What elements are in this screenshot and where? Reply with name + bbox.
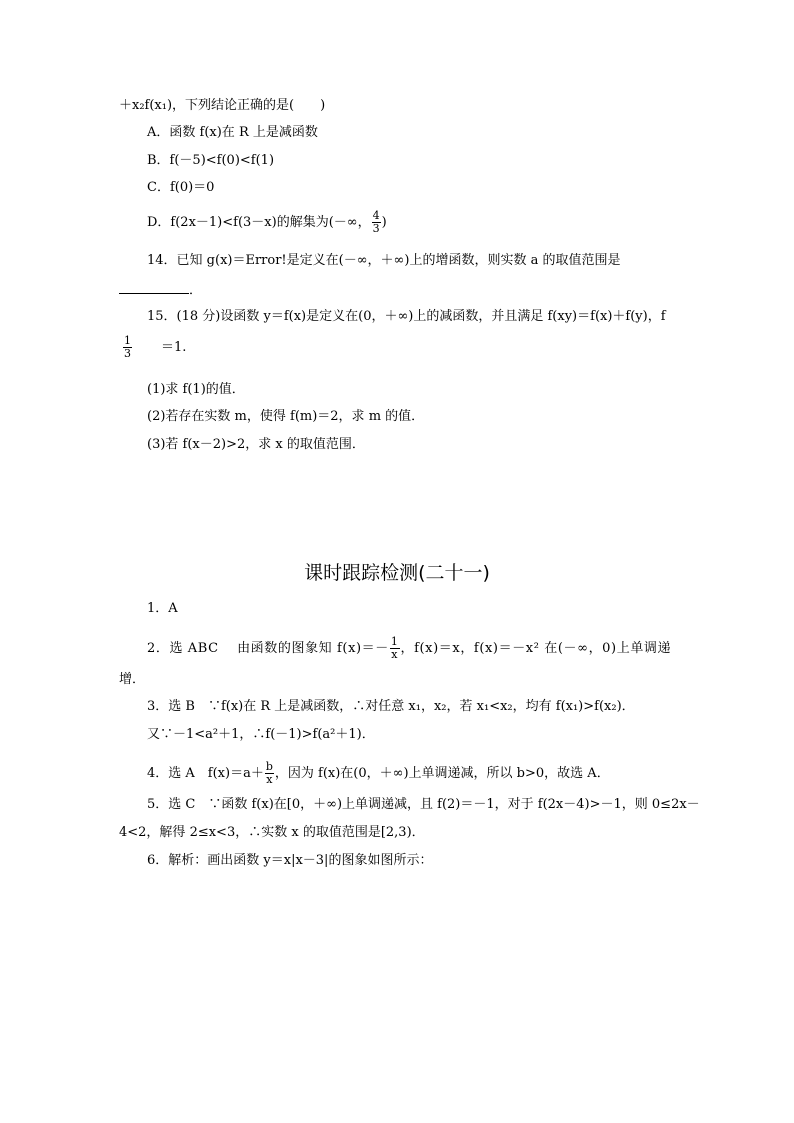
question-14-end: ． [189,283,203,298]
answer-3-cont: 又∵－1<a²＋1，∴f(－1)>f(a²＋1)． [147,727,375,742]
answer-4-numerator: b [265,760,273,773]
question-15: 15．(18 分)设函数 y＝f(x)是定义在(0，＋∞)上的减函数，并且满足 f(xy)＝f(x)＋f(y)，f [147,309,666,324]
fraction-equals: ＝1. [161,340,187,355]
answer-blank [119,281,189,294]
fraction-denominator: 3 [124,347,131,360]
question-14: 14．已知 g(x)＝Error!是定义在(－∞，＋∞)上的增函数，则实数 a 的取值范围是 [147,253,621,268]
option-d-fraction [372,210,381,235]
option-d-text: D．f(2x－1)<f(3－x)的解集为 [147,215,329,230]
answer-2-fraction [390,636,400,661]
fraction-numerator: 1 [124,334,131,347]
option-b: B．f(－5)<f(0)<f(1) [147,153,275,168]
question-15-fraction [119,335,186,360]
question-13-lead: ＋x₂f(x₁)，下列结论正确的是( ) [119,98,326,113]
option-a: A．函数 f(x)在 R 上是减函数 [147,125,318,140]
option-d [147,210,387,235]
q15-part-3: (3)若 f(x－2)>2，求 x 的取值范围． [147,437,365,452]
option-d-numerator: 4 [372,209,380,222]
option-d-interval-left: (－∞， [328,215,371,230]
answer-5: 5．选 C ∵函数 f(x)在[0，＋∞)上单调递减，且 f(2)＝－1，对于 f(2x－4)>－1，则 0≤2x－ [147,797,700,812]
answer-2-post: ，f(x)＝x，f(x)＝－x² 在(－∞，0)上单调递 [400,641,672,656]
answers-title: 课时跟踪检测(二十一) [304,562,490,584]
answer-4-post: ，因为 f(x)在(0，＋∞)上单调递减，所以 b>0，故选 A． [274,766,610,781]
answer-2-denominator: x [391,648,399,661]
answer-2 [147,636,671,661]
answer-4-fraction [265,761,274,786]
question-14-blank-line [119,281,202,299]
answer-2-pre: 2．选 ABC 由函数的图象知 f(x)＝－ [147,641,389,656]
answer-5-cont: 4<2，解得 2≤x<3，∴实数 x 的取值范围是[2,3)． [119,825,425,840]
fraction-one-third [123,335,132,360]
answer-2-numerator: 1 [390,635,399,648]
answer-4-denominator: x [266,773,273,786]
q15-part-2: (2)若存在实数 m，使得 f(m)＝2，求 m 的值． [147,409,425,424]
option-d-interval-right: ) [381,215,387,230]
answer-2-cont: 增． [119,672,146,687]
answer-6: 6．解析：画出函数 y＝x|x－3|的图象如图所示： [147,853,433,868]
q15-part-1: (1)求 f(1)的值． [147,382,245,397]
answer-1: 1．A [147,601,178,616]
answer-3: 3．选 B ∵f(x)在 R 上是减函数，∴对任意 x₁，x₂，若 x₁<x₂，均有 f(x₁)>f(x₂)． [147,699,635,714]
answer-4-pre: 4．选 A f(x)＝a＋ [147,766,264,781]
option-d-denominator: 3 [372,222,380,235]
option-c: C．f(0)＝0 [147,180,215,195]
answer-4 [147,761,610,786]
